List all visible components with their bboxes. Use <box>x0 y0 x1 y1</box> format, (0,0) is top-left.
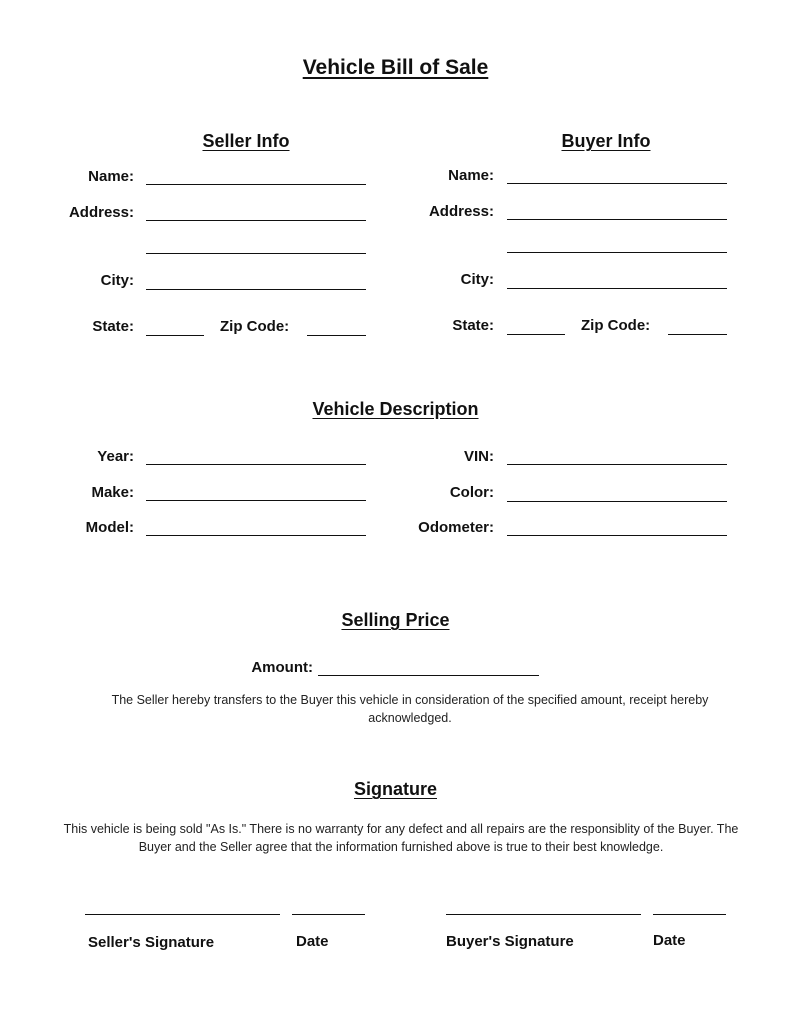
seller-signature-line[interactable] <box>85 914 280 915</box>
vehicle-description-heading: Vehicle Description <box>312 399 479 419</box>
signature-heading: Signature <box>353 779 437 799</box>
seller-name-label: Name: <box>88 168 134 185</box>
amount-field[interactable] <box>318 675 539 676</box>
vehicle-model-field[interactable] <box>146 535 366 536</box>
buyer-signature-line[interactable] <box>446 914 641 915</box>
buyer-zip-label: Zip Code: <box>581 317 651 334</box>
seller-signature-label: Seller's Signature <box>88 934 215 951</box>
seller-address-label: Address: <box>68 204 134 221</box>
buyer-date-line[interactable] <box>653 914 726 915</box>
vehicle-model-label: Model: <box>85 519 134 536</box>
as-is-statement: This vehicle is being sold "As Is." There is no warranty for any defect and all repairs are the responsiblity of the Buyer. The Buyer and the Seller agree that the information furnished above is true to their best knowledge. <box>63 822 739 854</box>
buyer-date-label: Date <box>653 932 686 949</box>
seller-city-label: City: <box>100 272 134 289</box>
page-title: Vehicle Bill of Sale <box>302 56 489 79</box>
buyer-state-field[interactable] <box>507 334 565 335</box>
seller-city-field[interactable] <box>146 289 366 290</box>
vehicle-color-label: Color: <box>449 484 494 501</box>
buyer-address-field-2[interactable] <box>507 252 727 253</box>
vehicle-vin-field[interactable] <box>507 464 727 465</box>
buyer-address-label: Address: <box>428 203 494 220</box>
vehicle-make-label: Make: <box>91 484 134 501</box>
vehicle-color-field[interactable] <box>507 501 727 502</box>
buyer-state-label: State: <box>452 317 494 334</box>
seller-address-field[interactable] <box>146 220 366 221</box>
vehicle-make-field[interactable] <box>146 500 366 501</box>
buyer-city-field[interactable] <box>507 288 727 289</box>
seller-date-label: Date <box>296 933 329 950</box>
seller-name-field[interactable] <box>146 184 366 185</box>
seller-zip-field[interactable] <box>307 335 366 336</box>
buyer-city-label: City: <box>460 271 494 288</box>
transfer-statement: The Seller hereby transfers to the Buyer this vehicle in consideration of the specified amount, receipt hereby acknowledged. <box>111 693 709 725</box>
seller-zip-label: Zip Code: <box>220 318 290 335</box>
selling-price-heading: Selling Price <box>341 610 450 630</box>
vehicle-odometer-field[interactable] <box>507 535 727 536</box>
buyer-info-heading: Buyer Info <box>561 131 651 151</box>
seller-address-field-2[interactable] <box>146 253 366 254</box>
vehicle-year-label: Year: <box>97 448 134 465</box>
amount-label: Amount: <box>251 659 313 676</box>
seller-state-label: State: <box>92 318 134 335</box>
seller-info-heading: Seller Info <box>202 131 290 151</box>
buyer-name-label: Name: <box>448 167 494 184</box>
vehicle-year-field[interactable] <box>146 464 366 465</box>
vehicle-odometer-label: Odometer: <box>418 519 494 536</box>
buyer-signature-label: Buyer's Signature <box>446 933 574 950</box>
seller-state-field[interactable] <box>146 335 204 336</box>
vehicle-vin-label: VIN: <box>464 448 494 465</box>
buyer-zip-field[interactable] <box>668 334 727 335</box>
buyer-name-field[interactable] <box>507 183 727 184</box>
buyer-address-field[interactable] <box>507 219 727 220</box>
seller-date-line[interactable] <box>292 914 365 915</box>
